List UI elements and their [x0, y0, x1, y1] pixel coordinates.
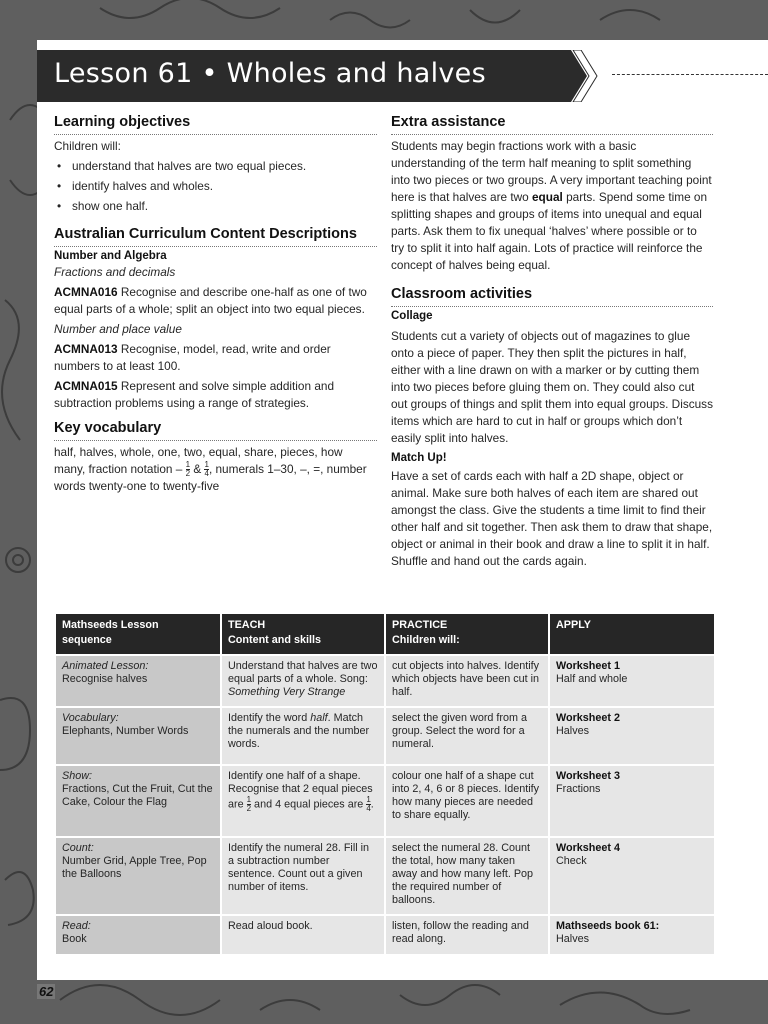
sequence-cell: Vocabulary: Elephants, Number Words: [56, 708, 222, 764]
curriculum-text: Recognise and describe one-half as one of two equal parts of a whole; split an object into two equal pieces.: [54, 285, 367, 316]
objectives-intro: Children will:: [54, 139, 121, 153]
extra-assistance-text: Students may begin fractions work with a basic understanding of the term half meaning to split something into two pieces or two groups. A very important teaching point here is that halves are two equal parts. Spend some time on splitting shapes and groups of items into unequal and equal parts. Ask them to fix unequal ‘halves’ where possible or to try to split it into half again. Lots of practice will reinforce the concept of halves being equal.: [391, 139, 712, 272]
curriculum-code: ACMNA015: [54, 379, 118, 393]
right-column: [391, 114, 713, 570]
practice-cell: colour one half of a shape cut into 2, 4, 6 or 8 pieces. Identify how many pieces are needed to share equally.: [386, 766, 550, 836]
teach-cell: Identify the numeral 28. Fill in a subtraction number sentence. Count out a given number of items.: [222, 838, 386, 914]
banner-chevron-icon: [557, 50, 607, 102]
classroom-activities-heading: Classroom activities: [391, 286, 713, 307]
header-dashed-rule: [612, 74, 768, 75]
practice-cell: select the numeral 28. Count the total, how many taken away and how many left. Pop the required number of balloons.: [386, 838, 550, 914]
practice-cell: select the given word from a group. Select the word for a numeral.: [386, 708, 550, 764]
curriculum-item: [54, 378, 377, 412]
fraction-half: $\frac{1}{2}$: [185, 460, 191, 479]
table-row: [56, 916, 714, 954]
collage-title: Collage: [391, 310, 433, 322]
vocab-text: , numerals 1–30, –, =, number words twenty-one to twenty-five: [54, 462, 367, 494]
objective-item: • understand that halves are two equal pieces.: [54, 158, 377, 175]
curriculum-item: [54, 284, 377, 318]
key-vocabulary-text: [54, 444, 377, 495]
learning-objectives-heading: Learning objectives: [54, 114, 377, 135]
practice-cell: cut objects into halves. Identify which objects have been cut in half.: [386, 656, 550, 706]
curriculum-text: Recognise, model, read, write and order numbers to at least 100.: [54, 342, 331, 373]
title-banner: [37, 50, 570, 102]
apply-cell: Worksheet 4 Check: [550, 838, 714, 914]
worksheet-page: [37, 40, 768, 980]
curriculum-sub-heading: Number and place value: [54, 322, 182, 336]
table-header: PRACTICE Children will:: [386, 614, 550, 654]
table-header-row: [56, 614, 714, 654]
apply-cell: Mathseeds book 61: Halves: [550, 916, 714, 954]
fraction-half: $\frac{1}{2}$: [246, 795, 252, 813]
objective-item: • show one half.: [54, 198, 377, 215]
sequence-cell: Count: Number Grid, Apple Tree, Pop the Balloons: [56, 838, 222, 914]
fraction-quarter: $\frac{1}{4}$: [204, 460, 209, 479]
apply-cell: Worksheet 3 Fractions: [550, 766, 714, 836]
curriculum-strand: Number and Algebra: [54, 250, 167, 262]
table-row: [56, 656, 714, 706]
curriculum-item: [54, 341, 377, 375]
key-vocabulary-heading: Key vocabulary: [54, 420, 377, 441]
table-header: TEACH Content and skills: [222, 614, 386, 654]
match-up-title: Match Up!: [391, 452, 447, 464]
teach-cell: Identify one half of a shape. Recognise that 2 equal pieces are $\frac{1}{2}$ and 4 equal pieces are $\frac{1}{4}$ .: [222, 766, 386, 836]
practice-cell: listen, follow the reading and read along.: [386, 916, 550, 954]
objectives-list: [54, 158, 377, 215]
table-row: [56, 708, 714, 764]
table-row: [56, 766, 714, 836]
vocab-text: half, halves, whole, one, two, equal, share, pieces, how many, fraction notation –: [54, 445, 343, 476]
sequence-cell: Animated Lesson: Recognise halves: [56, 656, 222, 706]
curriculum-text: Represent and solve simple addition and subtraction problems using a range of strategies.: [54, 379, 335, 410]
table-header: Mathseeds Lesson sequence: [56, 614, 222, 654]
table-row: [56, 838, 714, 914]
apply-cell: Worksheet 1 Half and whole: [550, 656, 714, 706]
left-column: [54, 114, 377, 495]
extra-assistance-heading: Extra assistance: [391, 114, 713, 135]
objective-item: • identify halves and wholes.: [54, 178, 377, 195]
curriculum-heading: Australian Curriculum Content Descriptions: [54, 226, 377, 247]
teach-cell: Identify the word half. Match the numerals and the number words.: [222, 708, 386, 764]
match-up-text: Have a set of cards each with half a 2D shape, object or animal. Make sure both halves of each item are shared out amongst the class. Give the students a time limit to find their other half and sit together. Then ask them to draw that shape, object or animal in their book and draw a line to split it in half. Shuffle and hand out the cards again.: [391, 469, 713, 568]
curriculum-code: ACMNA013: [54, 342, 118, 356]
teach-cell: Understand that halves are two equal parts of a whole. Song: Something Very Strange: [222, 656, 386, 706]
page-number: 62: [39, 984, 54, 999]
apply-cell: Worksheet 2 Halves: [550, 708, 714, 764]
teach-cell: Read aloud book.: [222, 916, 386, 954]
curriculum-code: ACMNA016: [54, 285, 118, 299]
sequence-cell: Read: Book: [56, 916, 222, 954]
page-title: Lesson 61 • Wholes and halves: [54, 58, 486, 89]
fraction-quarter: $\frac{1}{4}$: [366, 795, 371, 813]
sequence-cell: Show: Fractions, Cut the Fruit, Cut the Cake, Colour the Flag: [56, 766, 222, 836]
curriculum-sub-heading: Fractions and decimals: [54, 265, 176, 279]
collage-text: Students cut a variety of objects out of magazines to glue onto a piece of paper. They then split the pictures in half, either with a line drawn on with a marker or by cutting them into two pieces before gluing them on. They could also cut out groups of things and split them into equal groups. Discuss items which are hard to cut in half or groups which don’t easily split into halves.: [391, 329, 713, 445]
lesson-sequence-table: [56, 612, 714, 956]
vocab-text: &: [190, 462, 205, 476]
table-header: APPLY: [550, 614, 714, 654]
